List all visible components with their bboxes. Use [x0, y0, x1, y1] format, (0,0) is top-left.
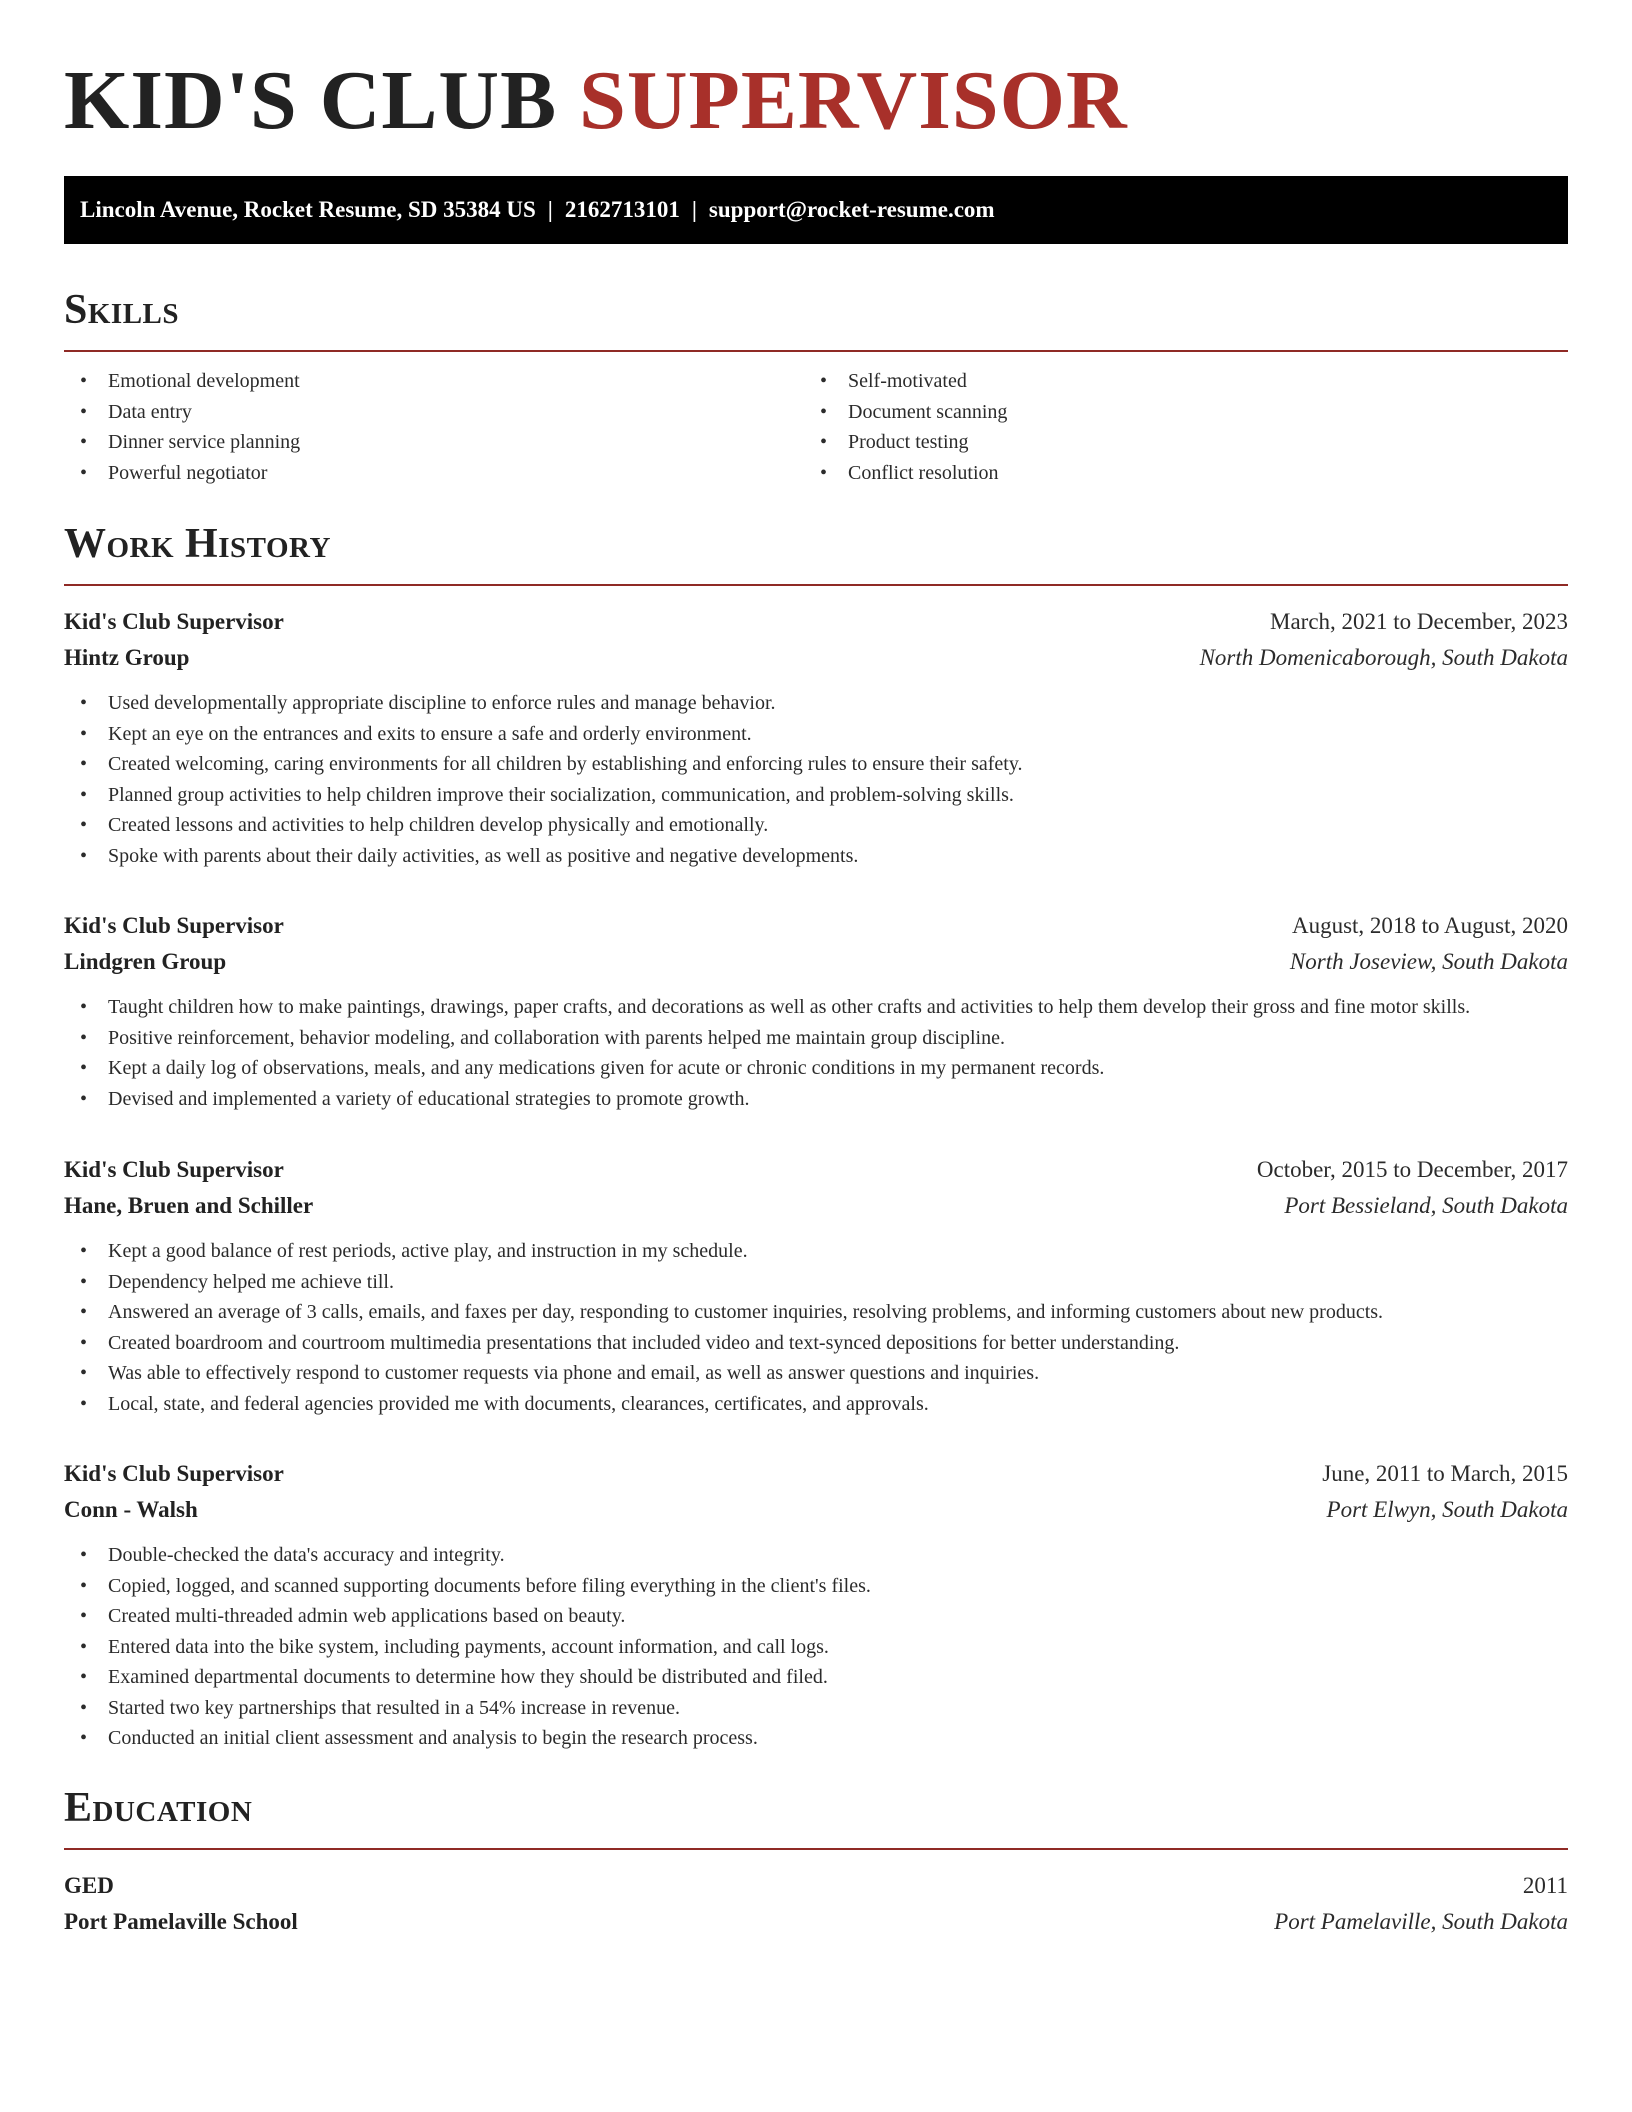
- education-degree: GED: [64, 1873, 114, 1898]
- skill-item: • Emotional development: [64, 366, 804, 397]
- job-bullet: • Examined departmental documents to determine how they should be distributed and filed.: [64, 1662, 1568, 1693]
- job-role: Kid's Club Supervisor: [64, 1157, 284, 1182]
- job-bullet: • Created multi-threaded admin web applications based on beauty.: [64, 1601, 1568, 1632]
- skills-column-left: [64, 366, 804, 488]
- job-bullet: • Created lessons and activities to help children develop physically and emotionally.: [64, 810, 1568, 841]
- job-bullet: • Answered an average of 3 calls, emails, and faxes per day, responding to customer inquiries, resolving problems, and informing customers about new products.: [64, 1297, 1568, 1328]
- education-school: Port Pamelaville School: [64, 1909, 298, 1934]
- job-bullets: [64, 1540, 1568, 1754]
- job-entry: [64, 604, 1568, 871]
- education-location: Port Pamelaville, South Dakota: [1274, 1909, 1568, 1934]
- contact-separator: |: [691, 197, 697, 222]
- job-bullet: • Was able to effectively respond to customer requests via phone and email, as well as answer questions and inquiries.: [64, 1358, 1568, 1389]
- education-section: [64, 1780, 1568, 1850]
- job-bullet: • Taught children how to make paintings, drawings, paper crafts, and decorations as well as other crafts and activities to help them develop their gross and fine motor skills.: [64, 992, 1568, 1023]
- job-dates: June, 2011 to March, 2015: [1322, 1461, 1568, 1486]
- skills-section: [64, 282, 1568, 488]
- work-history-heading: Work History: [64, 521, 331, 567]
- job-bullet: • Kept an eye on the entrances and exits to ensure a safe and orderly environment.: [64, 719, 1568, 750]
- skills-heading: Skills: [64, 287, 180, 333]
- job-bullet: • Entered data into the bike system, including payments, account information, and call logs.: [64, 1632, 1568, 1663]
- skill-item: • Document scanning: [804, 397, 1544, 428]
- education-entry: [64, 1868, 1568, 1940]
- education-heading: Education: [64, 1785, 253, 1831]
- skill-item: • Dinner service planning: [64, 427, 804, 458]
- contact-bar: [64, 176, 1568, 244]
- job-bullets: [64, 1236, 1568, 1419]
- job-bullet: • Planned group activities to help children improve their socialization, communication, and problem-solving skills.: [64, 780, 1568, 811]
- job-bullet: • Conducted an initial client assessment and analysis to begin the research process.: [64, 1723, 1568, 1754]
- skill-item: • Self-motivated: [804, 366, 1544, 397]
- title-part-1: KID'S CLUB: [64, 54, 558, 147]
- job-entry: [64, 908, 1568, 1114]
- job-dates: August, 2018 to August, 2020: [1291, 913, 1568, 938]
- job-bullet: • Copied, logged, and scanned supporting documents before filing everything in the client's files.: [64, 1571, 1568, 1602]
- skill-item: • Data entry: [64, 397, 804, 428]
- job-bullet: • Local, state, and federal agencies provided me with documents, clearances, certificates, and approvals.: [64, 1389, 1568, 1420]
- job-location: Port Bessieland, South Dakota: [1284, 1193, 1568, 1218]
- job-company: Hane, Bruen and Schiller: [64, 1193, 314, 1218]
- contact-phone: 2162713101: [564, 197, 680, 222]
- job-bullet: • Dependency helped me achieve till.: [64, 1267, 1568, 1298]
- job-company: Lindgren Group: [64, 949, 227, 974]
- job-bullet: • Spoke with parents about their daily activities, as well as positive and negative developments.: [64, 841, 1568, 872]
- job-dates: March, 2021 to December, 2023: [1270, 609, 1568, 634]
- job-role: Kid's Club Supervisor: [64, 913, 284, 938]
- skills-list: [64, 366, 1568, 488]
- job-location: North Domenicaborough, South Dakota: [1199, 645, 1568, 670]
- skill-item: • Powerful negotiator: [64, 458, 804, 489]
- job-bullet: • Kept a daily log of observations, meals, and any medications given for acute or chronic conditions in my permanent records.: [64, 1053, 1568, 1084]
- section-divider: [64, 350, 1568, 352]
- job-company: Conn - Walsh: [64, 1497, 198, 1522]
- job-bullets: [64, 992, 1568, 1114]
- job-role: Kid's Club Supervisor: [64, 1461, 284, 1486]
- job-location: Port Elwyn, South Dakota: [1326, 1497, 1568, 1522]
- title-part-2: SUPERVISOR: [579, 54, 1128, 147]
- skill-item: • Product testing: [804, 427, 1544, 458]
- job-bullet: • Double-checked the data's accuracy and integrity.: [64, 1540, 1568, 1571]
- contact-email: support@rocket-resume.com: [708, 197, 995, 222]
- job-bullet: • Started two key partnerships that resulted in a 54% increase in revenue.: [64, 1693, 1568, 1724]
- job-bullet: • Used developmentally appropriate discipline to enforce rules and manage behavior.: [64, 688, 1568, 719]
- job-role: Kid's Club Supervisor: [64, 609, 284, 634]
- job-entry: [64, 1456, 1568, 1754]
- skills-column-right: [804, 366, 1544, 488]
- job-location: North Joseview, South Dakota: [1289, 949, 1568, 974]
- job-dates: October, 2015 to December, 2017: [1256, 1157, 1568, 1182]
- work-history-section: [64, 516, 1568, 586]
- job-bullet: • Positive reinforcement, behavior modeling, and collaboration with parents helped me maintain group discipline.: [64, 1023, 1568, 1054]
- page-title: [64, 0, 1568, 147]
- job-entry: [64, 1152, 1568, 1419]
- contact-address: Lincoln Avenue, Rocket Resume, SD 35384 US: [80, 197, 536, 222]
- job-bullet: • Kept a good balance of rest periods, active play, and instruction in my schedule.: [64, 1236, 1568, 1267]
- education-year: 2011: [1522, 1873, 1568, 1898]
- job-bullets: [64, 688, 1568, 871]
- section-divider: [64, 1848, 1568, 1850]
- section-divider: [64, 584, 1568, 586]
- skill-item: • Conflict resolution: [804, 458, 1544, 489]
- job-bullet: • Created welcoming, caring environments for all children by establishing and enforcing rules to ensure their safety.: [64, 749, 1568, 780]
- job-bullet: • Created boardroom and courtroom multimedia presentations that included video and text-synced depositions for better understanding.: [64, 1328, 1568, 1359]
- job-company: Hintz Group: [64, 645, 190, 670]
- resume-page: [64, 0, 1568, 1934]
- contact-separator: |: [547, 197, 553, 222]
- job-bullet: • Devised and implemented a variety of educational strategies to promote growth.: [64, 1084, 1568, 1115]
